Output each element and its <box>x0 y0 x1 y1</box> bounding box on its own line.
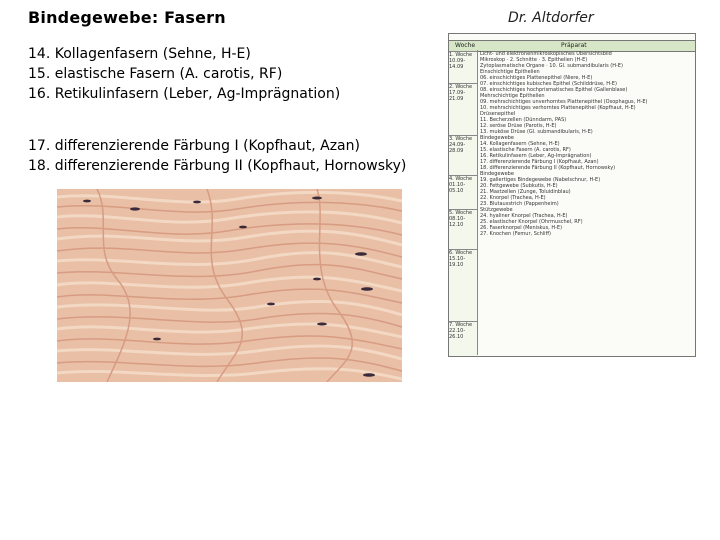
schedule-topic: 11. Becherzellen (Dünndarm, PAS) <box>480 117 567 123</box>
schedule-header-week: Woche <box>455 42 476 49</box>
schedule-topic: Mikroskop · 2. Schnitte · 3. Epithelien (H-E) <box>480 57 588 63</box>
schedule-topic: Bindegewebe <box>480 135 514 141</box>
schedule-topic: 23. Blutausstrich (Pappenheim) <box>480 201 559 207</box>
schedule-topic: 06. einschichtiges Plattenepithel (Niere, H-E) <box>480 75 593 81</box>
schedule-topic: 07. einschichtiges kubisches Epithel (Schilddrüse, H-E) <box>480 81 617 87</box>
schedule-topic: 12. seröse Drüse (Parotis, H-E) <box>480 123 557 129</box>
schedule-topic: 17. differenzierende Färbung I (Kopfhaut, Azan) <box>480 159 599 165</box>
schedule-week: 7. Woche 22.10-26.10 <box>449 321 477 356</box>
schedule-topic: 14. Kollagenfasern (Sehne, H-E) <box>480 141 560 147</box>
schedule-topic: Stützgewebe <box>480 207 513 213</box>
schedule-topic: 26. Faserknorpel (Meniskus, H-E) <box>480 225 563 231</box>
schedule-topic: 16. Retikulinfasern (Leber, Ag-Imprägnation) <box>480 153 592 159</box>
schedule-topic: 24. hyaliner Knorpel (Trachea, H-E) <box>480 213 568 219</box>
schedule-topic: Drüsenepithel <box>480 111 516 117</box>
schedule-topic: Zytoplasmatische Organe · 10. Gl. submandibularis (H-E) <box>480 63 623 69</box>
author-name: Dr. Altdorfer <box>508 10 594 26</box>
schedule-week: 1. Woche 10.09-14.09 <box>449 51 477 84</box>
schedule-topic: Einschichtige Epithelien <box>480 69 540 75</box>
schedule-topic: 25. elastischer Knorpel (Ohrmuschel, RF) <box>480 219 583 225</box>
schedule-topic: 09. mehrschichtiges unverhorntes Plattenepithel (Ösophagus, H-E) <box>480 99 648 105</box>
schedule-week: 6. Woche 15.10-19.10 <box>449 249 477 322</box>
schedule-topic: 22. Knorpel (Trachea, H-E) <box>480 195 546 201</box>
schedule-week: 2. Woche 17.09-21.09 <box>449 83 477 136</box>
preparation-list-bottom <box>28 136 406 176</box>
schedule-topic: Licht- und elektronenmikroskopisches Übersichtsbild <box>480 51 612 57</box>
schedule-week: 4. Woche 01.10-05.10 <box>449 175 477 210</box>
list-item: 14. Kollagenfasern (Sehne, H-E) <box>28 46 251 62</box>
schedule-topic: 19. gallertiges Bindegewebe (Nabelschnur, H-E) <box>480 177 601 183</box>
schedule-topic: 15. elastische Fasern (A. carotis, RF) <box>480 147 571 153</box>
list-item: 17. differenzierende Färbung I (Kopfhaut, Azan) <box>28 138 360 154</box>
schedule-topic: 21. Mastzellen (Zunge, Toluidinblau) <box>480 189 571 195</box>
preparation-list-top <box>28 44 340 104</box>
schedule-topic: Mehrschichtige Epithelien <box>480 93 545 99</box>
schedule-week: 5. Woche 08.10-12.10 <box>449 209 477 250</box>
collagen-fibers-micrograph <box>57 189 402 382</box>
schedule-topic: Bindegewebe <box>480 171 514 177</box>
list-item: 16. Retikulinfasern (Leber, Ag-Imprägnation) <box>28 86 341 102</box>
schedule-topic: 20. Fettgewebe (Subkutis, H-E) <box>480 183 558 189</box>
schedule-topic: 08. einschichtiges hochprismatisches Epithel (Gallenblase) <box>480 87 628 93</box>
schedule-week: 3. Woche 24.09-28.09 <box>449 135 477 176</box>
schedule-divider <box>477 50 478 355</box>
schedule-header-preparation: Präparat <box>561 42 587 49</box>
schedule-topics <box>480 51 690 237</box>
schedule-topic: 13. muköse Drüse (Gl. submandibularis, H-E) <box>480 129 593 135</box>
schedule-topic: 27. Knochen (Femur, Schliff) <box>480 231 551 237</box>
slide-title: Bindegewebe: Fasern <box>28 8 226 27</box>
schedule-topic: 18. differenzierende Färbung II (Kopfhaut, Hornowsky) <box>480 165 616 171</box>
list-item: 15. elastische Fasern (A. carotis, RF) <box>28 66 283 82</box>
schedule-topic: 10. mehrschichtiges verhorntes Plattenepithel (Kopfhaut, H-E) <box>480 105 636 111</box>
list-item: 18. differenzierende Färbung II (Kopfhaut, Hornowsky) <box>28 158 407 174</box>
